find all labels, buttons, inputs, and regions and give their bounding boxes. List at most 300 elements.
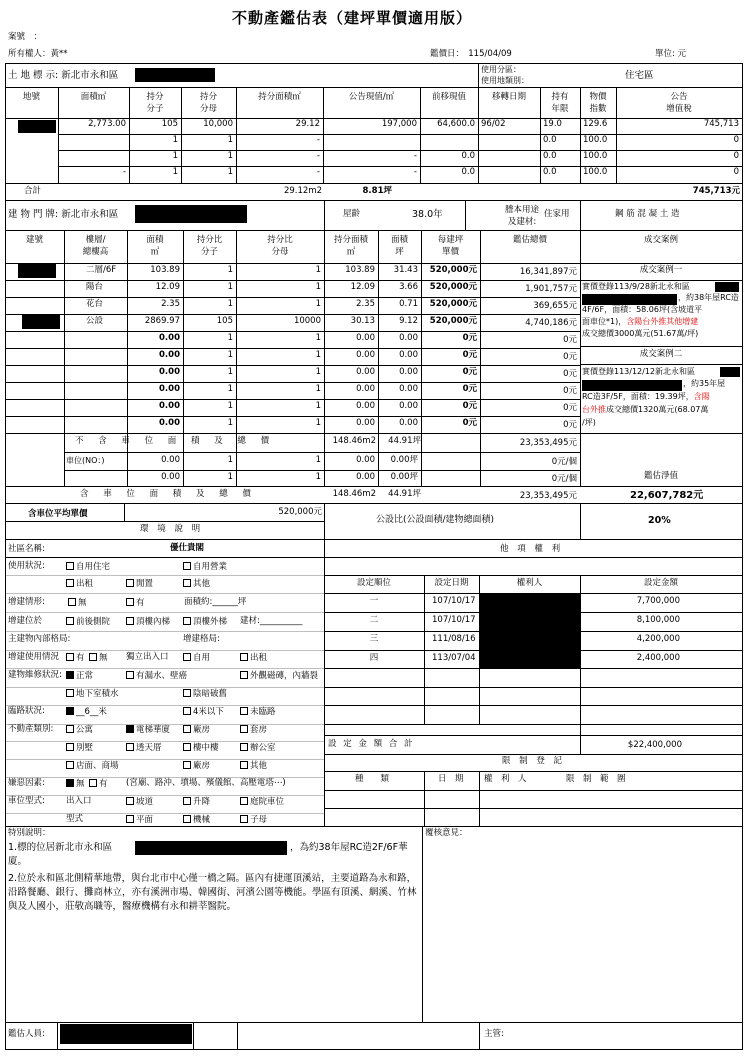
env-option — [8, 707, 45, 716]
env-option — [8, 598, 45, 607]
rights-col-header: 設定日期 — [434, 578, 469, 588]
rights-amount: 4,200,000 — [636, 634, 680, 644]
checkbox[interactable] — [68, 598, 76, 606]
checkbox[interactable] — [183, 653, 191, 661]
building-cell-total: 16,341,897元 — [519, 267, 577, 277]
building-cell-num: 1 — [227, 401, 233, 411]
env-option — [240, 743, 276, 753]
env-option — [89, 779, 108, 789]
checkbox[interactable] — [126, 725, 134, 733]
env-option — [240, 761, 267, 771]
redacted-case2-a — [720, 367, 740, 377]
env-option-label: 無 — [76, 779, 85, 789]
building-cell-share: 0.00 — [356, 350, 375, 360]
excl-label: 不 含 車 位 面 積 及 總 價 — [75, 436, 276, 446]
env-option-label: 主建物內部格局: — [8, 634, 71, 644]
checkbox[interactable] — [66, 653, 74, 661]
env-option — [8, 671, 62, 680]
parking-cell-den: 1 — [315, 472, 321, 482]
parking-avg-label: 含車位平均單價 — [28, 509, 88, 519]
checkbox[interactable] — [183, 689, 191, 697]
rights-date: 111/08/16 — [432, 634, 476, 644]
checkbox[interactable] — [126, 815, 134, 823]
building-cell-total: 0元 — [563, 403, 577, 413]
land-cell-share: - — [316, 151, 320, 161]
env-option-label: 自用營業 — [193, 562, 228, 572]
land-cell-den: 1 — [227, 135, 233, 145]
supervisor-label: 主管: — [484, 1029, 504, 1039]
building-cell-den: 10000 — [293, 316, 321, 326]
env-option — [126, 617, 170, 627]
env-option-label: 機械 — [193, 815, 211, 825]
checkbox[interactable] — [89, 653, 97, 661]
incl-ping: 44.91坪 — [388, 489, 421, 499]
restrict-col-scope: 限 制 範 圍 — [566, 774, 626, 784]
building-cell-share: 0.00 — [356, 418, 375, 428]
land-cell-prev: 64,600.0 — [437, 119, 475, 129]
building-cell-num: 1 — [227, 265, 233, 275]
env-option-label: 套房 — [250, 725, 268, 735]
building-cell-share: 0.00 — [356, 333, 375, 343]
building-cell-area: 0.00 — [159, 401, 180, 411]
env-option-label: 其他 — [193, 579, 211, 589]
building-cell-area: 2869.97 — [144, 316, 180, 326]
land-cell-index: 100.0 — [583, 135, 608, 145]
case-no-label: 案號 ： — [8, 32, 43, 42]
building-col-header: 持分面積 ㎡ — [333, 235, 368, 257]
env-option — [183, 725, 210, 735]
building-cell-total: 369,655元 — [533, 301, 577, 311]
env-option — [240, 707, 276, 717]
env-option — [183, 579, 210, 589]
net-label: 鑑估淨值 — [643, 471, 678, 481]
building-cell-ping: 9.12 — [399, 316, 418, 326]
env-option — [183, 815, 210, 825]
incl-total: 23,353,495元 — [519, 491, 577, 501]
checkbox[interactable] — [126, 579, 134, 587]
env-option-label: 陰暗破舊 — [193, 689, 228, 699]
env-option-label: 出租 — [76, 579, 94, 589]
checkbox[interactable] — [183, 579, 191, 587]
building-cell-share: 12.09 — [350, 282, 375, 292]
building-cell-den: 1 — [315, 401, 321, 411]
building-cell-total: 0元 — [563, 369, 577, 379]
checkbox[interactable] — [183, 562, 191, 570]
redacted-case1-a — [715, 282, 739, 292]
building-cell-total: 0元 — [563, 386, 577, 396]
land-col-header: 物價 指數 — [589, 92, 607, 114]
parking-cell-area: 0.00 — [161, 472, 180, 482]
parking-cell-num: 1 — [227, 455, 233, 465]
checkbox[interactable] — [183, 743, 191, 751]
env-option — [183, 707, 224, 717]
env-option — [184, 598, 246, 607]
env-option-label: 前後側院 — [76, 617, 111, 627]
land-cell-value: 197,000 — [381, 119, 417, 129]
land-cell-tax: 745,713 — [703, 119, 739, 129]
unit-label: 單位: 元 — [655, 49, 687, 59]
building-cell-total: 0元 — [563, 335, 577, 345]
env-option — [66, 779, 85, 789]
land-cell-num: 1 — [172, 135, 178, 145]
env-option-label: 店面、商場 — [76, 761, 119, 771]
note2: 2.位於永和區北側精華地帶，與台北市中心僅一橋之隔。區內有捷運頂溪站，主要道路為永和路，沿路餐廳、銀行、攤商林立，亦有溪洲市場、韓國街、河濱公園等機能。學區有頂溪、網溪、竹林與及人國小，莊敬高職等，醫療機構有永和耕莘醫院。 — [8, 873, 417, 912]
env-option — [240, 725, 267, 735]
checkbox[interactable] — [89, 779, 97, 787]
net-value: 22,607,782元 — [630, 490, 704, 501]
env-header: 環 境 說 明 — [140, 524, 204, 534]
env-option-label: 升降 — [193, 797, 211, 807]
building-cell-num: 1 — [227, 384, 233, 394]
building-col-header: 樓層/ 總樓高 — [82, 235, 109, 257]
land-total-area: 29.12m2 — [283, 186, 322, 196]
use-value: 住家用 — [544, 209, 570, 219]
env-option-label: (宮廟、路沖、墳場、殯儀館、高壓電塔⋯) — [126, 778, 286, 788]
building-cell-share: 30.13 — [350, 316, 375, 326]
material-value: 鋼 筋 混 凝 土 造 — [615, 209, 680, 219]
env-option — [126, 797, 153, 807]
building-cell-floor: 花台 — [86, 299, 104, 309]
review-label: 覆核意見： — [425, 828, 468, 838]
env-option-label: 廠房 — [193, 761, 211, 771]
checkbox[interactable] — [183, 707, 191, 715]
env-option — [89, 653, 108, 663]
env-option-label: 增建格局: — [183, 634, 220, 644]
env-option — [126, 743, 162, 753]
env-option — [183, 761, 210, 771]
building-cell-num: 1 — [227, 282, 233, 292]
checkbox[interactable] — [240, 815, 248, 823]
env-option — [66, 671, 93, 681]
land-cell-area: - — [122, 167, 126, 177]
checkbox[interactable] — [183, 815, 191, 823]
land-col-header: 持有 年限 — [551, 92, 569, 114]
building-cell-ping: 0.00 — [399, 367, 418, 377]
land-cell-share: 29.12 — [295, 119, 320, 129]
land-cell-years: 0.0 — [543, 135, 557, 145]
case1-line-e: 成交總價3000萬元(51.67萬/坪) — [582, 329, 699, 338]
env-option-label: 其他 — [250, 761, 268, 771]
building-col-header: 鑑估總價 — [512, 235, 547, 245]
rights-date: 107/10/17 — [432, 615, 476, 625]
checkbox[interactable] — [126, 617, 134, 625]
checkbox[interactable] — [66, 617, 74, 625]
env-option-label: 型式 — [66, 814, 84, 824]
zoning-value: 住宅區 — [625, 70, 654, 81]
building-cell-den: 1 — [315, 367, 321, 377]
env-option-label: 廠房 — [193, 725, 211, 735]
env-option — [66, 707, 107, 717]
ratio-label: 公設比(公設面積/建物總面積) — [376, 515, 495, 525]
case1-line-a: 實價登錄113/9/28新北永和區 — [582, 282, 690, 291]
building-cell-floor: 二層/6F — [86, 265, 117, 275]
checkbox[interactable] — [66, 707, 74, 715]
redacted-case2-b — [582, 380, 682, 391]
env-option-label: 增建使用情況 — [8, 652, 60, 662]
note1-b: ，為約38年屋RC造2F/6F華 — [290, 842, 408, 853]
checkbox[interactable] — [240, 725, 248, 733]
checkbox[interactable] — [240, 761, 248, 769]
building-col-header: 持分比 分子 — [196, 235, 223, 257]
land-col-header: 面積㎡ — [80, 92, 107, 102]
restrict-col-type: 種 類 — [355, 774, 390, 784]
env-option-label: 自用住宅 — [76, 562, 111, 572]
checkbox[interactable] — [240, 653, 248, 661]
building-col-header: 成交案例 — [643, 235, 678, 245]
building-col-header: 每建坪 單價 — [437, 235, 464, 257]
building-cell-area: 0.00 — [159, 418, 180, 428]
env-option — [126, 671, 187, 681]
building-cell-floor: 陽台 — [86, 282, 104, 292]
building-cell-ping: 0.71 — [399, 299, 418, 309]
rights-amount: 2,400,000 — [636, 653, 680, 663]
env-option-label: 閒置 — [136, 579, 154, 589]
env-option — [66, 761, 119, 771]
checkbox[interactable] — [66, 779, 74, 787]
redacted-lot-no — [18, 120, 56, 133]
checkbox[interactable] — [126, 598, 134, 606]
parking-label: 車位(NO：) — [66, 456, 105, 465]
env-option-label: 建物維修狀況: — [8, 670, 62, 680]
env-option-label: 頂樓外梯 — [193, 617, 228, 627]
checkbox[interactable] — [183, 761, 191, 769]
env-option-label: 出入口 — [66, 796, 92, 806]
building-cell-ping: 31.43 — [393, 265, 418, 275]
redacted-building-address — [135, 205, 247, 223]
excl-area: 148.46m2 — [332, 436, 376, 446]
building-label: 建 物 門 牌: 新北市永和區 — [8, 209, 119, 220]
building-cell-den: 1 — [315, 282, 321, 292]
land-col-header: 持分面積㎡ — [258, 92, 301, 102]
land-col-header: 前移現值 — [431, 92, 466, 102]
env-option — [126, 725, 170, 735]
env-option — [126, 815, 153, 825]
parking-cell-total: 0元/個 — [551, 474, 577, 484]
building-cell-area: 12.09 — [155, 282, 180, 292]
building-col-header: 面積 ㎡ — [146, 235, 164, 257]
building-cell-share: 103.89 — [345, 265, 375, 275]
land-cell-num: 105 — [161, 119, 178, 129]
land-col-header: 持分 分母 — [199, 92, 217, 114]
redacted-build-no-2 — [22, 315, 60, 329]
building-cell-price: 520,000元 — [429, 265, 477, 275]
building-cell-share: 0.00 — [356, 384, 375, 394]
env-option-label: 建材:__________ — [240, 616, 303, 626]
land-cell-value: - — [413, 151, 417, 161]
rights-order: 四 — [369, 653, 379, 663]
parking-cell-area: 0.00 — [161, 455, 180, 465]
env-option-label: 面積約:______坪 — [184, 597, 247, 607]
land-total-tax: 745,713元 — [692, 186, 740, 196]
env-option — [8, 562, 45, 571]
env-option-label: 有 — [136, 598, 145, 608]
env-option — [66, 815, 83, 824]
checkbox[interactable] — [66, 671, 74, 679]
checkbox[interactable] — [183, 725, 191, 733]
env-option — [8, 635, 70, 644]
building-cell-total: 0元 — [563, 420, 577, 430]
env-option-label: __6__米 — [76, 707, 107, 717]
land-col-header: 移轉日期 — [491, 92, 526, 102]
land-label: 土 地 標 示: 新北市永和區 — [8, 70, 119, 81]
checkbox[interactable] — [126, 671, 134, 679]
building-cell-ping: 0.00 — [399, 418, 418, 428]
building-cell-share: 2.35 — [356, 299, 375, 309]
checkbox[interactable] — [66, 689, 74, 697]
land-cell-den: 1 — [227, 167, 233, 177]
env-option — [126, 653, 169, 662]
checkbox[interactable] — [183, 797, 191, 805]
notes-label: 特別說明： — [8, 828, 51, 838]
redacted-appraiser — [60, 1024, 192, 1044]
building-cell-price: 0元 — [462, 367, 477, 377]
building-cell-ping: 0.00 — [399, 350, 418, 360]
building-cell-price: 0元 — [462, 333, 477, 343]
env-option-label: 庭院車位 — [250, 797, 285, 807]
env-option-label: 不動產類別: — [8, 724, 54, 734]
env-option-label: 嫌惡因素: — [8, 778, 45, 788]
env-option — [8, 725, 53, 734]
env-option — [183, 743, 219, 753]
building-cell-num: 1 — [227, 367, 233, 377]
checkbox[interactable] — [126, 743, 134, 751]
env-option-label: 增建情形: — [8, 597, 45, 607]
env-option-label: 獨立出入口 — [126, 652, 169, 662]
incl-label: 含 車 位 面 積 及 總 價 — [80, 489, 257, 499]
land-cell-share: - — [316, 167, 320, 177]
redacted-case1-b — [582, 294, 677, 305]
case2-line-a: 實價登錄113/12/12新北永和區 — [582, 367, 696, 376]
checkbox[interactable] — [66, 562, 74, 570]
land-col-header: 公告 增值稅 — [666, 92, 692, 114]
env-option-label: 有 — [99, 779, 108, 789]
env-option-label: 坡道 — [136, 797, 154, 807]
env-option-label: 自用 — [193, 653, 211, 663]
checkbox[interactable] — [66, 725, 74, 733]
case1-line-b: ，約38年屋RC造 — [678, 293, 739, 302]
checkbox[interactable] — [240, 743, 248, 751]
land-total-ping: 8.81坪 — [362, 186, 392, 196]
env-option-label: 無 — [99, 653, 108, 663]
building-cell-price: 0元 — [462, 384, 477, 394]
land-cell-num: 1 — [172, 151, 178, 161]
land-cell-years: 0.0 — [543, 167, 557, 177]
rights-amount: 8,100,000 — [636, 615, 680, 625]
building-cell-area: 103.89 — [150, 265, 180, 275]
parking-cell-total: 0元/個 — [551, 457, 577, 467]
env-option — [183, 797, 210, 807]
building-cell-share: 0.00 — [356, 367, 375, 377]
env-option-label: 子母 — [250, 815, 268, 825]
env-option — [8, 617, 42, 626]
checkbox[interactable] — [66, 761, 74, 769]
land-cell-index: 100.0 — [583, 167, 608, 177]
parking-cell-ping: 0.00坪 — [390, 455, 418, 465]
checkbox[interactable] — [66, 743, 74, 751]
env-option-label: 頂樓內梯 — [136, 617, 171, 627]
redacted-note-address — [135, 841, 287, 855]
checkbox[interactable] — [183, 617, 191, 625]
land-cell-den: 10,000 — [203, 119, 233, 129]
env-option — [8, 653, 59, 662]
building-cell-price: 520,000元 — [429, 282, 477, 292]
building-cell-area: 2.35 — [161, 299, 180, 309]
env-option-label: 電梯華廈 — [136, 725, 171, 735]
building-cell-price: 0元 — [462, 401, 477, 411]
env-option — [66, 689, 119, 699]
redacted-build-no-1 — [18, 264, 56, 278]
building-cell-den: 1 — [315, 350, 321, 360]
rights-header: 他 項 權 利 — [500, 544, 564, 554]
parking-cell-den: 1 — [315, 455, 321, 465]
env-option-label: 辦公室 — [250, 743, 276, 753]
env-option-label: 有漏水、壁癌 — [136, 671, 188, 681]
land-cell-tax: 0 — [733, 167, 739, 177]
env-option-label: 透天厝 — [136, 743, 162, 753]
case2-line-e: /坪) — [582, 418, 596, 427]
checkbox[interactable] — [240, 707, 248, 715]
checkbox[interactable] — [240, 671, 248, 679]
case2-line-d: 台外推成交總價1320萬元(68.07萬 — [582, 405, 709, 414]
parking-cell-ping: 0.00坪 — [390, 472, 418, 482]
env-option — [183, 562, 227, 572]
use-label: 謄本用途 及建材: — [504, 205, 539, 227]
env-option — [66, 579, 93, 589]
building-cell-ping: 0.00 — [399, 384, 418, 394]
env-option — [66, 743, 93, 753]
checkbox[interactable] — [66, 579, 74, 587]
env-option-label: 未臨路 — [250, 707, 276, 717]
building-cell-price: 520,000元 — [429, 316, 477, 326]
land-cell-date: 96/02 — [481, 119, 506, 129]
building-cell-total: 0元 — [563, 352, 577, 362]
land-col-header: 公告現值/㎡ — [348, 92, 395, 102]
land-cell-share: - — [316, 135, 320, 145]
rights-col-header: 設定金額 — [643, 578, 678, 588]
incl-area: 148.46m2 — [332, 489, 376, 499]
land-col-header: 地號 — [22, 92, 40, 102]
env-option-label: 外觀磁磚，內牆裂 — [250, 671, 319, 681]
checkbox[interactable] — [240, 797, 248, 805]
redacted-right-holders — [480, 594, 580, 668]
env-option — [66, 725, 93, 735]
parking-cell-share: 0.00 — [356, 455, 375, 465]
community-label: 社區名稱: — [8, 544, 45, 554]
page-title: 不動產鑑估表（建坪單價適用版） — [232, 9, 473, 27]
env-option — [66, 562, 110, 572]
land-col-header: 持分 分子 — [146, 92, 164, 114]
building-cell-ping: 0.00 — [399, 401, 418, 411]
building-cell-total: 4,740,186元 — [525, 318, 577, 328]
note1-a: 1.標的位居新北市永和區 — [8, 842, 113, 853]
rights-order: 一 — [369, 596, 379, 606]
owner-label: 所有權人：黃** — [8, 49, 68, 59]
rights-total-value: $22,400,000 — [627, 740, 682, 750]
restrict-header: 限 制 登 記 — [501, 756, 566, 766]
rights-order: 三 — [369, 634, 379, 644]
building-cell-den: 1 — [315, 299, 321, 309]
env-option — [183, 617, 227, 627]
rights-date: 113/07/04 — [432, 653, 476, 663]
checkbox[interactable] — [126, 797, 134, 805]
building-col-header: 建號 — [25, 235, 43, 245]
building-col-header: 持分比 分母 — [267, 235, 293, 257]
env-option-label: 無 — [78, 598, 87, 608]
land-cell-den: 1 — [227, 151, 233, 161]
case2-title: 成交案例二 — [639, 349, 683, 359]
excl-total: 23,353,495元 — [519, 438, 577, 448]
building-cell-price: 0元 — [462, 418, 477, 428]
